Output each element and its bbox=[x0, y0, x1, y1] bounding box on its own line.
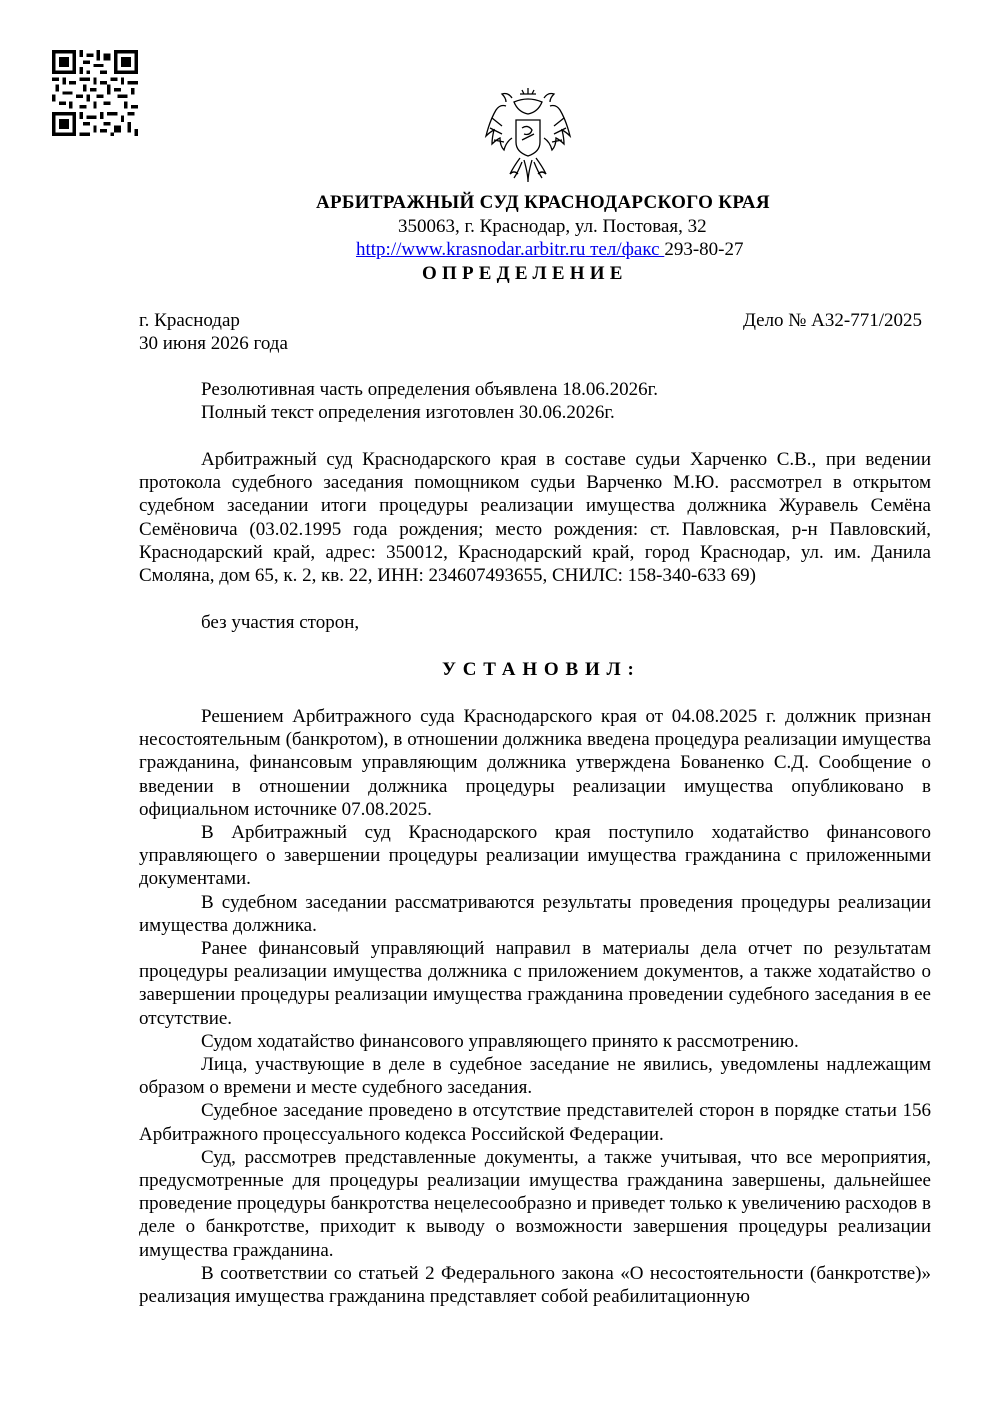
findings-paragraph: Лица, участвующие в деле в судебное заседание не явились, уведомлены надлежащим образом о времени и месте судебного заседания. bbox=[139, 1054, 931, 1099]
qr-code-icon bbox=[52, 50, 138, 136]
findings-paragraph: В соответствии со статьей 2 Федерального закона «О несостоятельности (банкротстве)» реализация имущества гражданина представляет собой реабилитационную bbox=[139, 1262, 931, 1308]
court-contacts bbox=[356, 238, 743, 261]
document-city: г. Краснодар bbox=[139, 310, 240, 331]
findings-paragraph: В Арбитражный суд Краснодарского края поступило ходатайство финансового управляющего о завершении процедуры реализации имущества гражданина с приложенными документами. bbox=[139, 822, 931, 890]
findings-paragraph: Судом ходатайство финансового управляющего принято к рассмотрению. bbox=[201, 1030, 799, 1052]
findings-paragraph: Суд, рассмотрев представленные документы, а также учитывая, что все мероприятия, предусмотренные для процедуры реализации имущества гражданина завершены, дальнейшее проведение процедуры банкротства нецелесообразно и приведет только к увеличению расходов в деле о банкротстве, приходит к выводу о возможности завершения процедуры реализации имущества гражданина. bbox=[139, 1146, 931, 1261]
no-parties-line: без участия сторон, bbox=[201, 612, 360, 633]
section-title-established: УСТАНОВИЛ: bbox=[442, 659, 641, 680]
intro-block bbox=[139, 448, 931, 587]
intro-paragraph: Арбитражный суд Краснодарского края в составе судьи Харченко С.В., при ведении протокола судебного заседания помощником судьи Варченко М.Ю. рассмотрел в открытом судебном заседании итоги процедуры реализации имущества должника Журавель Семёна Семёновича (03.02.1995 года рождения; место рождения: ст. Павловская, р-н Павловский, Краснодарский край, адрес: 350012, Краснодарский край, город Краснодар, ул. им. Данила Смоляна, дом 65, к. 2, кв. 22, ИНН: 234607493655, СНИЛС: 158-340-633 69) bbox=[139, 449, 931, 587]
coat-of-arms-icon bbox=[482, 88, 574, 186]
findings-paragraph: Ранее финансовый управляющий направил в материалы дела отчет по результатам процедуры реализации имущества должника с приложением документов, а также ходатайство о завершении процедуры реализации имущества гражданина проведении судебного заседания в ее отсутствие. bbox=[139, 938, 931, 1029]
findings-paragraph: Судебное заседание проведено в отсутствие представителей сторон в порядке статьи 156 Арбитражного процессуального кодекса Российской Федерации. bbox=[139, 1100, 931, 1145]
court-website[interactable]: http://www.krasnodar.arbitr.ru bbox=[356, 239, 586, 260]
announcement-fulltext-line: Полный текст определения изготовлен 30.06.2026г. bbox=[201, 402, 615, 424]
document-date: 30 июня 2026 года bbox=[139, 333, 288, 354]
phone-label[interactable]: тел/факс bbox=[585, 239, 665, 260]
announcement-resolution-line: Резолютивная часть определения объявлена 18.06.2026г. bbox=[201, 379, 659, 400]
court-website-link[interactable] bbox=[356, 239, 664, 260]
court-phone: 293-80-27 bbox=[664, 239, 744, 260]
document-title: ОПРЕДЕЛЕНИЕ bbox=[422, 263, 628, 284]
court-address: 350063, г. Краснодар, ул. Постовая, 32 bbox=[398, 216, 707, 237]
findings-block bbox=[139, 705, 931, 1308]
findings-paragraph: Решением Арбитражного суда Краснодарского края от 04.08.2025 г. должник признан несостоятельным (банкротом), в отношении должника введена процедура реализации имущества гражданина, финансовым управляющим должника утверждена Бованенко С.Д. Сообщение о введении в отношении должника процедуры реализации имущества опубликовано в официальном источнике 07.08.2025. bbox=[139, 706, 931, 820]
court-name: АРБИТРАЖНЫЙ СУД КРАСНОДАРСКОГО КРАЯ bbox=[316, 192, 770, 213]
case-number: Дело № А32-771/2025 bbox=[742, 310, 922, 331]
announcement-block bbox=[201, 378, 658, 424]
findings-paragraph: В судебном заседании рассматриваются результаты проведения процедуры реализации имущества должника. bbox=[139, 891, 931, 936]
